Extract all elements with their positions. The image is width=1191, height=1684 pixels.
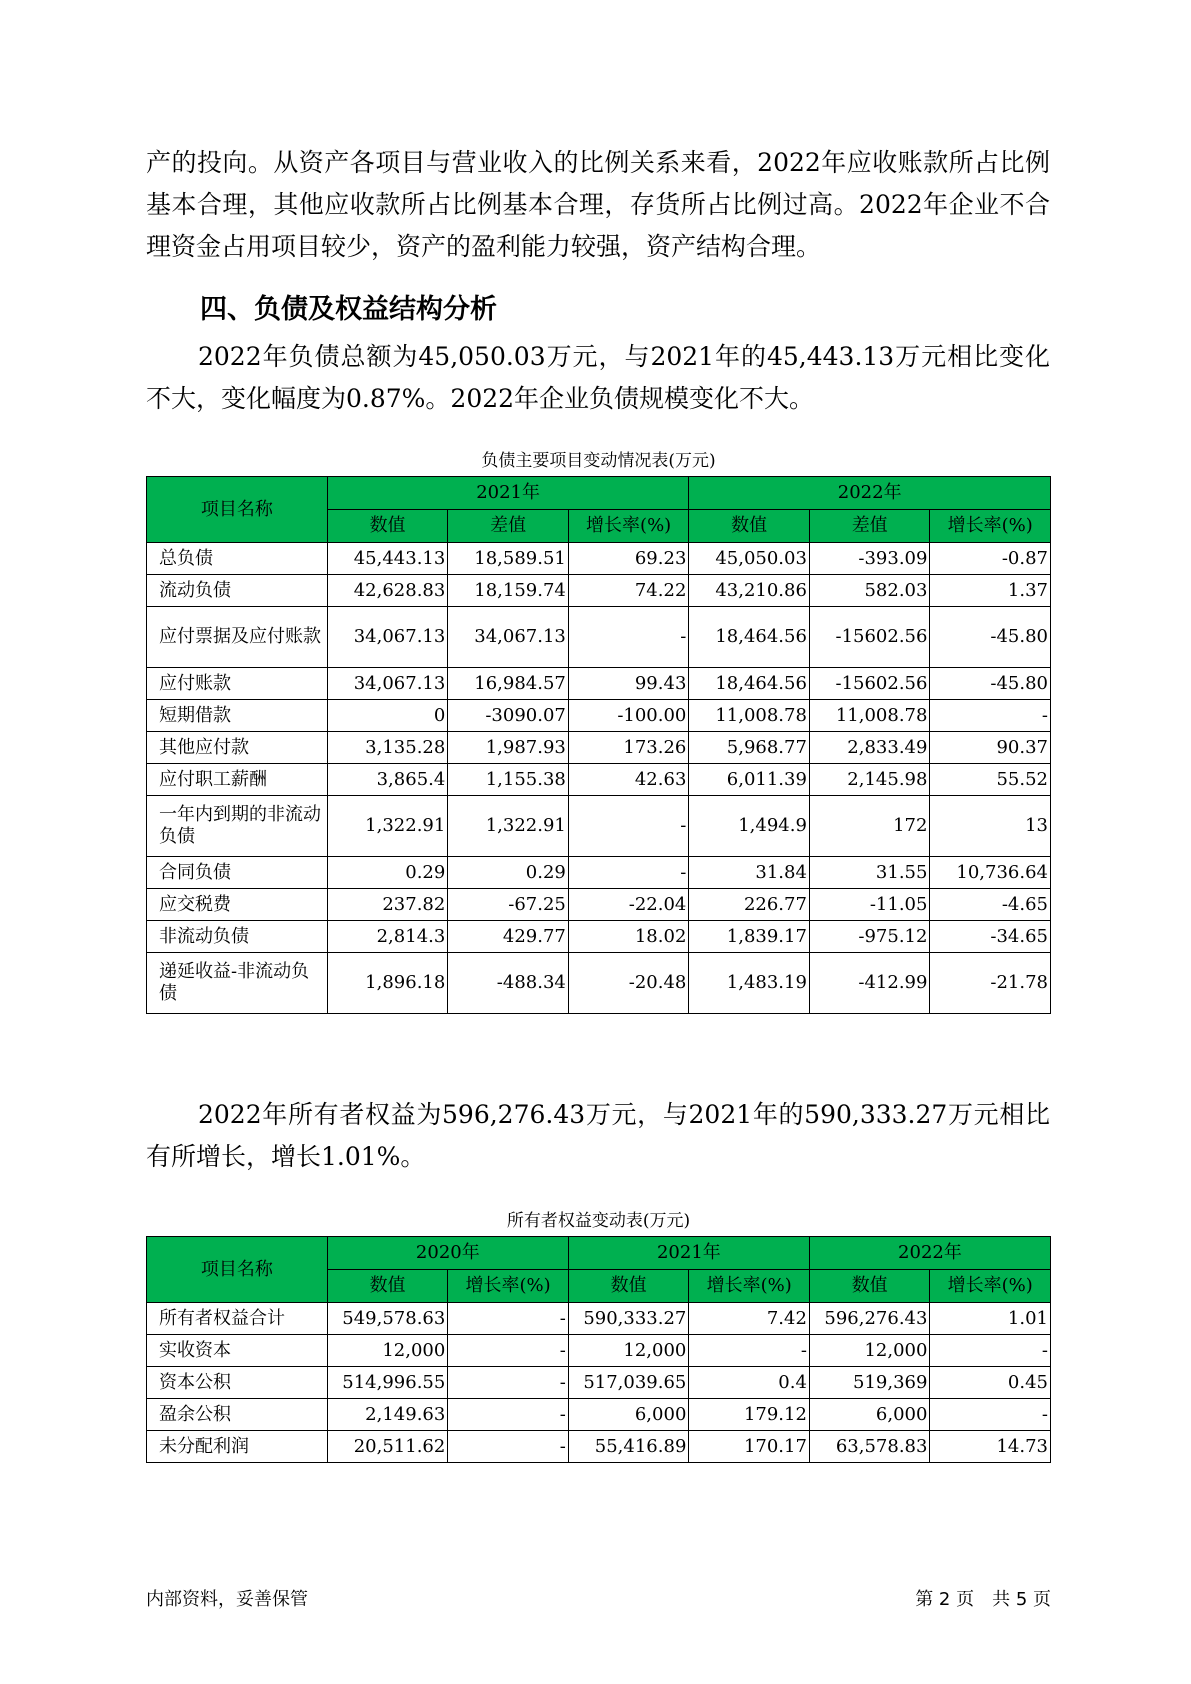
row-name: 应交税费 xyxy=(147,889,328,921)
table-row xyxy=(147,953,1051,1014)
cell: -488.34 xyxy=(448,953,569,1014)
cell: - xyxy=(568,857,689,889)
liability-table-caption: 负债主要项目变动情况表(万元) xyxy=(481,451,716,471)
table-row xyxy=(147,1399,1051,1431)
cell: 549,578.63 xyxy=(327,1303,448,1335)
cell: -22.04 xyxy=(568,889,689,921)
cell: 429.77 xyxy=(448,921,569,953)
cell: 1,322.91 xyxy=(448,796,569,857)
cell: 11,008.78 xyxy=(809,700,930,732)
cell: - xyxy=(448,1431,569,1463)
cell: -67.25 xyxy=(448,889,569,921)
cell: 6,000 xyxy=(809,1399,930,1431)
cell: 2,814.3 xyxy=(327,921,448,953)
cell: 11,008.78 xyxy=(689,700,810,732)
cell: 2,833.49 xyxy=(809,732,930,764)
cell: 34,067.13 xyxy=(448,607,569,668)
cell: 1,494.9 xyxy=(689,796,810,857)
cell: 12,000 xyxy=(327,1335,448,1367)
equity-year-header-row xyxy=(147,1237,1051,1270)
cell: -975.12 xyxy=(809,921,930,953)
cell: 2,149.63 xyxy=(327,1399,448,1431)
cell: - xyxy=(448,1303,569,1335)
row-name: 应付账款 xyxy=(147,668,328,700)
row-name: 资本公积 xyxy=(147,1367,328,1399)
row-name: 流动负债 xyxy=(147,575,328,607)
cell: 74.22 xyxy=(568,575,689,607)
cell: -45.80 xyxy=(930,668,1051,700)
cell: -100.00 xyxy=(568,700,689,732)
cell: 2,145.98 xyxy=(809,764,930,796)
cell: -45.80 xyxy=(930,607,1051,668)
cell: 7.42 xyxy=(689,1303,810,1335)
cell: 12,000 xyxy=(568,1335,689,1367)
table-row xyxy=(147,575,1051,607)
cell: 18,464.56 xyxy=(689,668,810,700)
cell: 519,369 xyxy=(809,1367,930,1399)
cell: - xyxy=(689,1335,810,1367)
cell: 20,511.62 xyxy=(327,1431,448,1463)
cell: 55.52 xyxy=(930,764,1051,796)
liability-name-header: 项目名称 xyxy=(147,477,328,543)
cell: 16,984.57 xyxy=(448,668,569,700)
cell: 1,155.38 xyxy=(448,764,569,796)
cell: -393.09 xyxy=(809,543,930,575)
cell: 1,896.18 xyxy=(327,953,448,1014)
cell: - xyxy=(930,1335,1051,1367)
table-row xyxy=(147,543,1051,575)
cell: 0 xyxy=(327,700,448,732)
cell: 179.12 xyxy=(689,1399,810,1431)
cell: - xyxy=(448,1399,569,1431)
liability-year-header-row xyxy=(147,477,1051,510)
cell: 69.23 xyxy=(568,543,689,575)
cell: 45,050.03 xyxy=(689,543,810,575)
cell: 237.82 xyxy=(327,889,448,921)
cell: 226.77 xyxy=(689,889,810,921)
sub-header: 数值 xyxy=(689,510,810,543)
cell: 1.01 xyxy=(930,1303,1051,1335)
cell: 63,578.83 xyxy=(809,1431,930,1463)
cell: 18,589.51 xyxy=(448,543,569,575)
sub-header: 数值 xyxy=(809,1270,930,1303)
cell: 55,416.89 xyxy=(568,1431,689,1463)
sub-header: 增长率(%) xyxy=(930,510,1051,543)
cell: 3,865.4 xyxy=(327,764,448,796)
equity-table-caption: 所有者权益变动表(万元) xyxy=(506,1211,691,1231)
cell: 1.37 xyxy=(930,575,1051,607)
table-row xyxy=(147,889,1051,921)
cell: 45,443.13 xyxy=(327,543,448,575)
cell: -15602.56 xyxy=(809,607,930,668)
cell: 12,000 xyxy=(809,1335,930,1367)
cell: -34.65 xyxy=(930,921,1051,953)
cell: 42,628.83 xyxy=(327,575,448,607)
table-row xyxy=(147,668,1051,700)
year-header: 2020年 xyxy=(327,1237,568,1270)
section-heading: 四、负债及权益结构分析 xyxy=(200,294,497,325)
table-row xyxy=(147,607,1051,668)
table-row xyxy=(147,732,1051,764)
year-header: 2021年 xyxy=(327,477,689,510)
row-name: 盈余公积 xyxy=(147,1399,328,1431)
table-row xyxy=(147,796,1051,857)
cell: 517,039.65 xyxy=(568,1367,689,1399)
table-row xyxy=(147,700,1051,732)
row-name: 非流动负债 xyxy=(147,921,328,953)
cell: 13 xyxy=(930,796,1051,857)
cell: 0.29 xyxy=(327,857,448,889)
equity-table xyxy=(146,1236,1051,1463)
year-header: 2022年 xyxy=(689,477,1051,510)
row-name: 短期借款 xyxy=(147,700,328,732)
row-name: 其他应付款 xyxy=(147,732,328,764)
cell: 1,987.93 xyxy=(448,732,569,764)
cell: 6,011.39 xyxy=(689,764,810,796)
table-row xyxy=(147,764,1051,796)
cell: 5,968.77 xyxy=(689,732,810,764)
sub-header: 增长率(%) xyxy=(568,510,689,543)
cell: 31.84 xyxy=(689,857,810,889)
page-number: 第 2 页 共 5 页 xyxy=(915,1589,1051,1610)
year-header: 2021年 xyxy=(568,1237,809,1270)
sub-header: 数值 xyxy=(327,510,448,543)
cell: -412.99 xyxy=(809,953,930,1014)
cell: 3,135.28 xyxy=(327,732,448,764)
equity-paragraph: 2022年所有者权益为596,276.43万元，与2021年的590,333.27万元相比有所增长，增长1.01%。 xyxy=(146,1100,1050,1171)
year-header: 2022年 xyxy=(809,1237,1050,1270)
cell: 43,210.86 xyxy=(689,575,810,607)
sub-header: 增长率(%) xyxy=(689,1270,810,1303)
cell: 590,333.27 xyxy=(568,1303,689,1335)
cell: 172 xyxy=(809,796,930,857)
cell: - xyxy=(448,1335,569,1367)
cell: 0.4 xyxy=(689,1367,810,1399)
cell: 1,839.17 xyxy=(689,921,810,953)
intro-paragraph: 产的投向。从资产各项目与营业收入的比例关系来看，2022年应收账款所占比例基本合理，其他应收款所占比例基本合理，存货所占比例过高。2022年企业不合理资金占用项目较少，资产的盈利能力较强，资产结构合理。 xyxy=(146,148,1050,261)
cell: -11.05 xyxy=(809,889,930,921)
cell: 34,067.13 xyxy=(327,607,448,668)
cell: 514,996.55 xyxy=(327,1367,448,1399)
cell: - xyxy=(930,700,1051,732)
cell: -3090.07 xyxy=(448,700,569,732)
cell: - xyxy=(568,607,689,668)
cell: 18,464.56 xyxy=(689,607,810,668)
sub-header: 增长率(%) xyxy=(448,1270,569,1303)
cell: 1,483.19 xyxy=(689,953,810,1014)
table-row xyxy=(147,857,1051,889)
cell: 596,276.43 xyxy=(809,1303,930,1335)
row-name: 实收资本 xyxy=(147,1335,328,1367)
cell: -4.65 xyxy=(930,889,1051,921)
row-name: 未分配利润 xyxy=(147,1431,328,1463)
cell: -21.78 xyxy=(930,953,1051,1014)
cell: 1,322.91 xyxy=(327,796,448,857)
cell: -0.87 xyxy=(930,543,1051,575)
row-name: 应付票据及应付账款 xyxy=(147,607,328,668)
cell: 42.63 xyxy=(568,764,689,796)
cell: 10,736.64 xyxy=(930,857,1051,889)
sub-header: 增长率(%) xyxy=(930,1270,1051,1303)
liability-table xyxy=(146,476,1051,1014)
table-row xyxy=(147,1367,1051,1399)
row-name: 应付职工薪酬 xyxy=(147,764,328,796)
liability-paragraph: 2022年负债总额为45,050.03万元，与2021年的45,443.13万元相比变化不大，变化幅度为0.87%。2022年企业负债规模变化不大。 xyxy=(146,342,1050,413)
sub-header: 差值 xyxy=(809,510,930,543)
cell: 582.03 xyxy=(809,575,930,607)
cell: - xyxy=(448,1367,569,1399)
cell: 170.17 xyxy=(689,1431,810,1463)
table-row xyxy=(147,921,1051,953)
cell: 173.26 xyxy=(568,732,689,764)
cell: - xyxy=(568,796,689,857)
row-name: 总负债 xyxy=(147,543,328,575)
footer-confidential-note: 内部资料，妥善保管 xyxy=(146,1589,308,1610)
cell: 0.45 xyxy=(930,1367,1051,1399)
table-row xyxy=(147,1303,1051,1335)
table-row xyxy=(147,1335,1051,1367)
row-name: 合同负债 xyxy=(147,857,328,889)
table-row xyxy=(147,1431,1051,1463)
cell: 90.37 xyxy=(930,732,1051,764)
cell: 0.29 xyxy=(448,857,569,889)
sub-header: 差值 xyxy=(448,510,569,543)
sub-header: 数值 xyxy=(568,1270,689,1303)
row-name: 递延收益-非流动负债 xyxy=(147,953,328,1014)
cell: 14.73 xyxy=(930,1431,1051,1463)
row-name: 一年内到期的非流动负债 xyxy=(147,796,328,857)
cell: 99.43 xyxy=(568,668,689,700)
cell: 6,000 xyxy=(568,1399,689,1431)
sub-header: 数值 xyxy=(327,1270,448,1303)
cell: 18.02 xyxy=(568,921,689,953)
cell: - xyxy=(930,1399,1051,1431)
cell: -15602.56 xyxy=(809,668,930,700)
cell: 18,159.74 xyxy=(448,575,569,607)
cell: -20.48 xyxy=(568,953,689,1014)
row-name: 所有者权益合计 xyxy=(147,1303,328,1335)
cell: 34,067.13 xyxy=(327,668,448,700)
cell: 31.55 xyxy=(809,857,930,889)
equity-name-header: 项目名称 xyxy=(147,1237,328,1303)
